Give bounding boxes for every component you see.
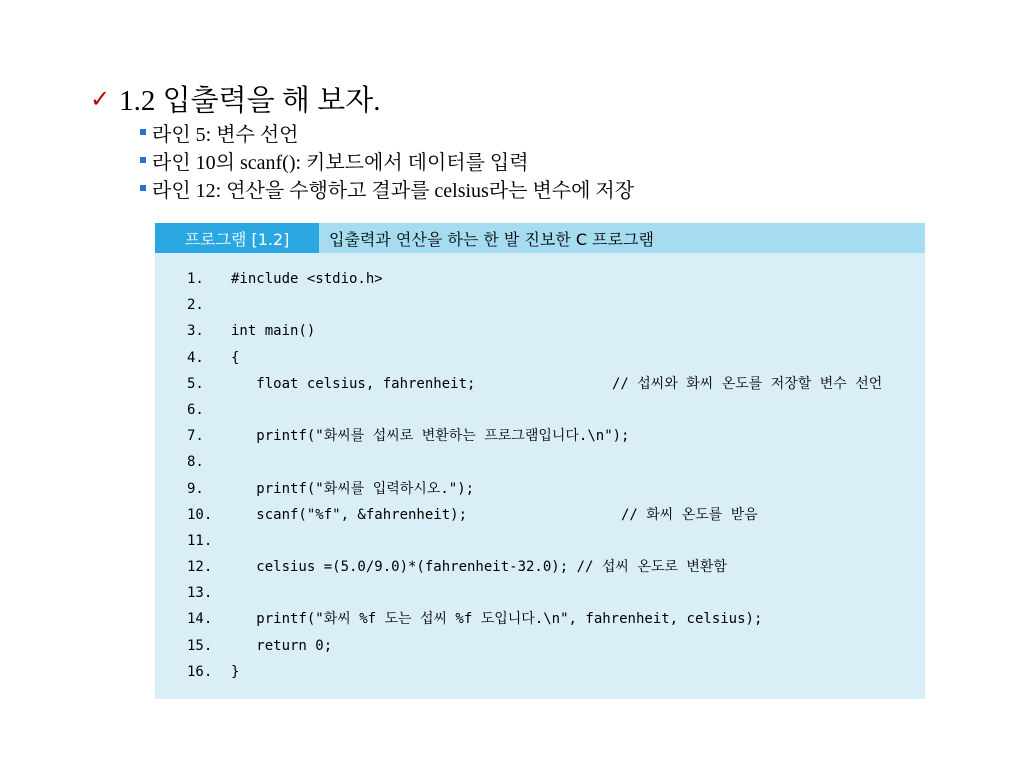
code-line (187, 606, 762, 632)
code-line (187, 345, 762, 371)
code-line (187, 292, 762, 318)
program-title: 입출력과 연산을 하는 한 발 진보한 C 프로그램 (329, 229, 654, 249)
line-number: 7. (187, 428, 204, 445)
line-number: 4. (187, 349, 204, 366)
code-line (187, 633, 762, 659)
line-number: 10. (187, 506, 213, 523)
program-box (155, 223, 925, 699)
square-bullet-icon (140, 157, 146, 163)
line-number: 12. (187, 559, 213, 576)
bullet-item (140, 174, 634, 202)
line-number: 15. (187, 637, 213, 654)
program-label: 프로그램 [1.2] (155, 223, 319, 253)
square-bullet-icon (140, 185, 146, 191)
code-text: return 0; (231, 637, 333, 654)
code-line (187, 266, 762, 292)
code-line (187, 449, 762, 475)
slide-heading (90, 78, 380, 119)
line-number: 9. (187, 480, 204, 497)
code-line (187, 528, 762, 554)
bullet-text: 라인 5: 변수 선언 (152, 123, 299, 146)
bullet-item (140, 146, 634, 174)
line-number: 8. (187, 454, 204, 471)
code-line (187, 580, 762, 606)
line-number: 3. (187, 323, 204, 340)
line-number: 2. (187, 297, 204, 314)
code-text: { (231, 349, 240, 366)
code-text: printf("화씨를 입력하시오."); (231, 480, 475, 497)
code-text: #include <stdio.h> (231, 271, 383, 287)
code-text: printf("화씨 %f 도는 섭씨 %f 도입니다.\n", fahrenheit, celsius); (231, 611, 763, 628)
line-number: 6. (187, 401, 204, 418)
code-text: scanf("%f", &fahrenheit); (231, 506, 468, 523)
line-number: 16. (187, 663, 213, 680)
code-text: int main() (231, 323, 316, 340)
code-comment: // 섭씨와 화씨 온도를 저장할 변수 선언 (612, 375, 883, 392)
code-line (187, 502, 762, 528)
line-number: 11. (187, 532, 213, 549)
bullet-text: 라인 12: 연산을 수행하고 결과를 celsius라는 변수에 저장 (152, 179, 635, 202)
line-number: 1. (187, 271, 204, 287)
code-line (187, 659, 762, 685)
code-line (187, 397, 762, 423)
code-comment: // 화씨 온도를 받음 (621, 506, 758, 523)
code-text: printf("화씨를 섭씨로 변환하는 프로그램입니다.\n"); (231, 428, 630, 445)
code-text: } (231, 663, 240, 680)
code-listing (187, 266, 883, 685)
bullet-list (140, 118, 634, 202)
checkmark-icon: ✓ (90, 84, 111, 113)
code-text: float celsius, fahrenheit; (231, 375, 476, 392)
code-line (187, 371, 883, 397)
bullet-text: 라인 10의 scanf(): 키보드에서 데이터를 입력 (152, 151, 529, 174)
bullet-item (140, 118, 634, 146)
heading-text: 1.2 입출력을 해 보자. (119, 85, 381, 117)
line-number: 13. (187, 585, 213, 602)
code-line (187, 476, 762, 502)
code-line (187, 554, 762, 580)
code-line (187, 423, 762, 449)
line-number: 5. (187, 375, 204, 392)
square-bullet-icon (140, 129, 146, 135)
code-text: celsius =(5.0/9.0)*(fahrenheit-32.0); // 섭씨 온도로 변환함 (231, 559, 727, 576)
code-line (187, 318, 762, 344)
line-number: 14. (187, 611, 213, 628)
program-header (155, 223, 925, 253)
